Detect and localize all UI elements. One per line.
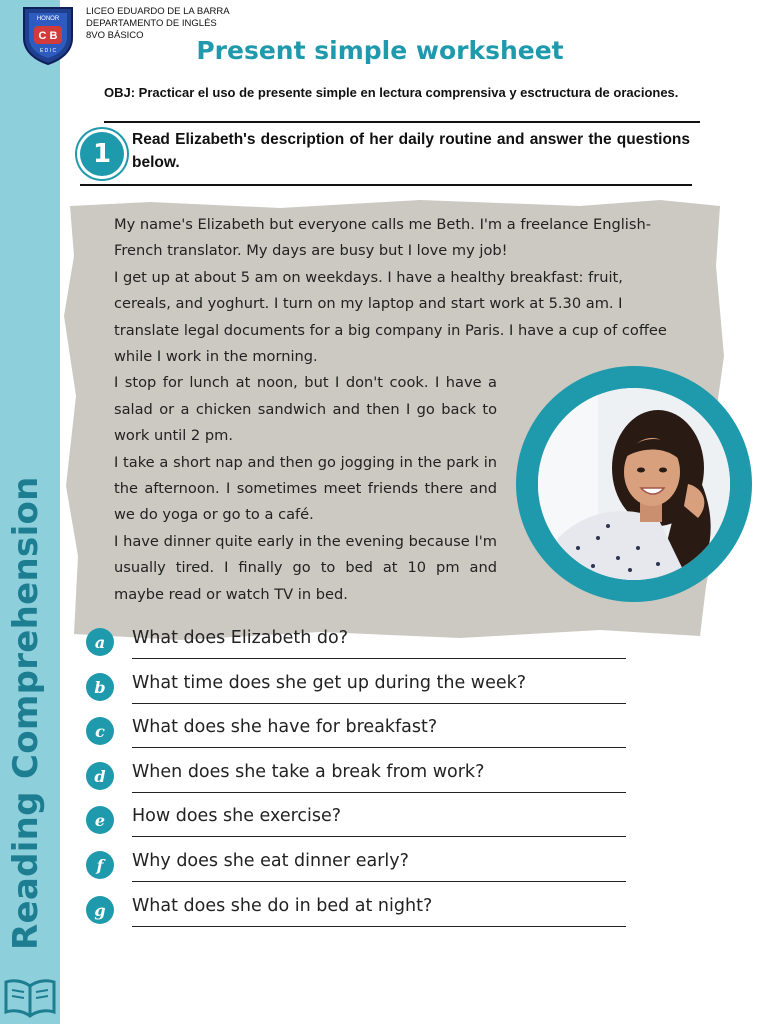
question-text: Why does she eat dinner early? — [132, 851, 409, 871]
sidebar-title: Reading Comprehension — [6, 476, 46, 950]
question-text: When does she take a break from work? — [132, 762, 485, 782]
question-e — [86, 806, 646, 851]
answer-line[interactable] — [132, 658, 626, 659]
question-letter-badge: b — [86, 673, 114, 701]
question-letter-badge: g — [86, 896, 114, 924]
answer-line[interactable] — [132, 703, 626, 704]
reading-paragraph: I have dinner quite early in the evening because I'm usually tired. I finally go to bed at 10 pm and maybe read or watch TV in bed. — [114, 532, 497, 603]
open-book-icon — [2, 972, 58, 1020]
answer-line[interactable] — [132, 792, 626, 793]
portrait-frame — [516, 366, 752, 602]
crest-letters: C B — [38, 30, 58, 42]
question-a — [86, 628, 646, 673]
question-c — [86, 717, 646, 762]
answer-line[interactable] — [132, 881, 626, 882]
question-text: What does she have for breakfast? — [132, 717, 438, 737]
question-text: How does she exercise? — [132, 806, 342, 826]
exercise-instruction: Read Elizabeth's description of her daily routine and answer the questions below. — [132, 131, 690, 171]
question-letter-badge: f — [86, 851, 114, 879]
question-letter-badge: d — [86, 762, 114, 790]
crest-bottom-text: E D I C — [39, 48, 57, 54]
answer-line[interactable] — [132, 836, 626, 837]
page-title: Present simple worksheet — [196, 36, 564, 65]
divider-top — [104, 121, 700, 123]
school-crest-logo — [20, 4, 76, 66]
grade-level: 8VO BÁSICO — [86, 30, 144, 41]
question-text: What does she do in bed at night? — [132, 896, 433, 916]
exercise-number-badge: 1 — [80, 132, 124, 176]
answer-line[interactable] — [132, 926, 626, 927]
reading-paragraph: I take a short nap and then go jogging in the park in the afternoon. I sometimes meet friends there and we do yoga or go to a café. — [114, 453, 497, 524]
sidebar — [0, 0, 60, 1024]
school-name: LICEO EDUARDO DE LA BARRA — [86, 6, 230, 17]
department-name: DEPARTAMENTO DE INGLÉS — [86, 18, 217, 29]
question-g — [86, 896, 646, 941]
answer-line[interactable] — [132, 747, 626, 748]
question-d — [86, 762, 646, 807]
woman-portrait-illustration — [538, 388, 730, 580]
question-letter-badge: a — [86, 628, 114, 656]
crest-top-text: HONOR — [36, 16, 60, 22]
reading-paragraph: I stop for lunch at noon, but I don't cook. I have a salad or a chicken sandwich and then I go back to work until 2 pm. — [114, 374, 497, 445]
reading-paragraph: I get up at about 5 am on weekdays. I have a healthy breakfast: fruit, cereals, and yoghurt. I turn on my laptop and start work at 5.30 am. I translate legal documents for a big company in Paris. I have a cup of coffee while I work in the morning. — [114, 268, 667, 366]
question-f — [86, 851, 646, 896]
divider-bottom — [80, 184, 692, 186]
question-text: What time does she get up during the week? — [132, 673, 527, 693]
objective-text: OBJ: Practicar el uso de presente simple en lectura comprensiva y esctructura de oraciones. — [104, 85, 679, 100]
question-letter-badge: e — [86, 806, 114, 834]
question-b — [86, 673, 646, 718]
portrait-photo — [538, 388, 730, 580]
question-letter-badge: c — [86, 717, 114, 745]
question-text: What does Elizabeth do? — [132, 628, 348, 648]
reading-paragraph: My name's Elizabeth but everyone calls me Beth. I'm a freelance English-French translator. My days are busy but I love my job! — [114, 216, 651, 260]
